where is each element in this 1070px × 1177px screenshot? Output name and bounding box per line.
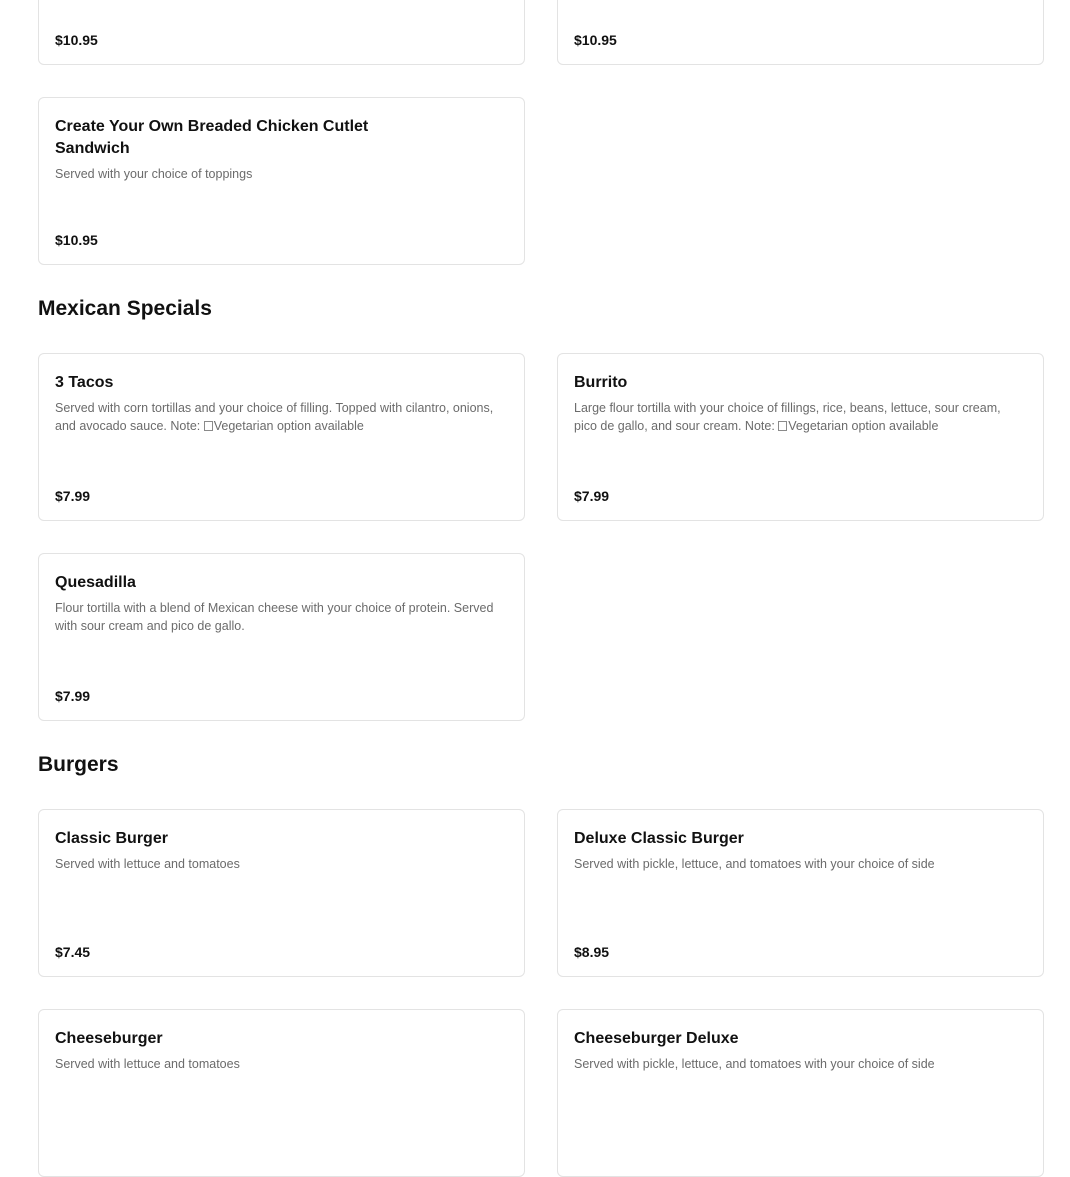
menu-item-card[interactable] bbox=[557, 809, 1044, 977]
menu-item-card[interactable] bbox=[38, 0, 525, 65]
item-description: Flour tortilla with a blend of Mexican cheese with your choice of protein. Served with sour cream and pico de gallo. bbox=[55, 601, 494, 633]
item-price: $8.95 bbox=[574, 944, 610, 960]
item-description: Served with pickle, lettuce, and tomatoes with your choice of side bbox=[574, 857, 935, 871]
item-name: Burrito bbox=[574, 374, 628, 391]
menu-item-card[interactable] bbox=[557, 353, 1044, 521]
item-description: Served with lettuce and tomatoes bbox=[55, 1057, 240, 1071]
item-description: Large flour tortilla with your choice of fillings, rice, beans, lettuce, sour cream, pico de gallo, and sour cream. Note: Vegetarian option available bbox=[574, 401, 1001, 433]
item-name: 3 Tacos bbox=[55, 374, 114, 391]
menu-item-card[interactable] bbox=[38, 553, 525, 721]
item-price: $10.95 bbox=[55, 32, 98, 48]
item-name: Quesadilla bbox=[55, 574, 136, 591]
menu-item-card[interactable] bbox=[38, 809, 525, 977]
menu-item-card[interactable] bbox=[38, 353, 525, 521]
item-name: Create Your Own Breaded Chicken Cutlet Sandwich bbox=[55, 118, 369, 157]
menu-item-card[interactable] bbox=[557, 0, 1044, 65]
section-title-burgers: Burgers bbox=[38, 753, 119, 776]
menu-item-card[interactable] bbox=[557, 1009, 1044, 1177]
item-description: Served with your choice of toppings bbox=[55, 167, 253, 181]
menu-item-card[interactable] bbox=[38, 1009, 525, 1177]
section-title-mexican-specials: Mexican Specials bbox=[38, 297, 212, 320]
item-description: Served with pickle, lettuce, and tomatoes with your choice of side bbox=[574, 1057, 935, 1071]
item-name: Deluxe Classic Burger bbox=[574, 830, 744, 847]
menu-item-card[interactable] bbox=[38, 97, 525, 265]
item-price: $7.99 bbox=[55, 688, 91, 704]
item-price: $7.45 bbox=[55, 944, 91, 960]
item-name: Cheeseburger bbox=[55, 1030, 163, 1047]
item-name: Classic Burger bbox=[55, 830, 168, 847]
item-price: $7.99 bbox=[55, 488, 91, 504]
item-name: Cheeseburger Deluxe bbox=[574, 1030, 739, 1047]
item-price: $10.95 bbox=[574, 32, 617, 48]
item-price: $10.95 bbox=[55, 232, 98, 248]
item-price: $7.99 bbox=[574, 488, 610, 504]
vegetarian-icon bbox=[204, 421, 213, 431]
item-description: Served with corn tortillas and your choice of filling. Topped with cilantro, onions, and avocado sauce. Note: Vegetarian option available bbox=[55, 401, 494, 433]
vegetarian-icon bbox=[778, 421, 787, 431]
item-description: Served with lettuce and tomatoes bbox=[55, 857, 240, 871]
